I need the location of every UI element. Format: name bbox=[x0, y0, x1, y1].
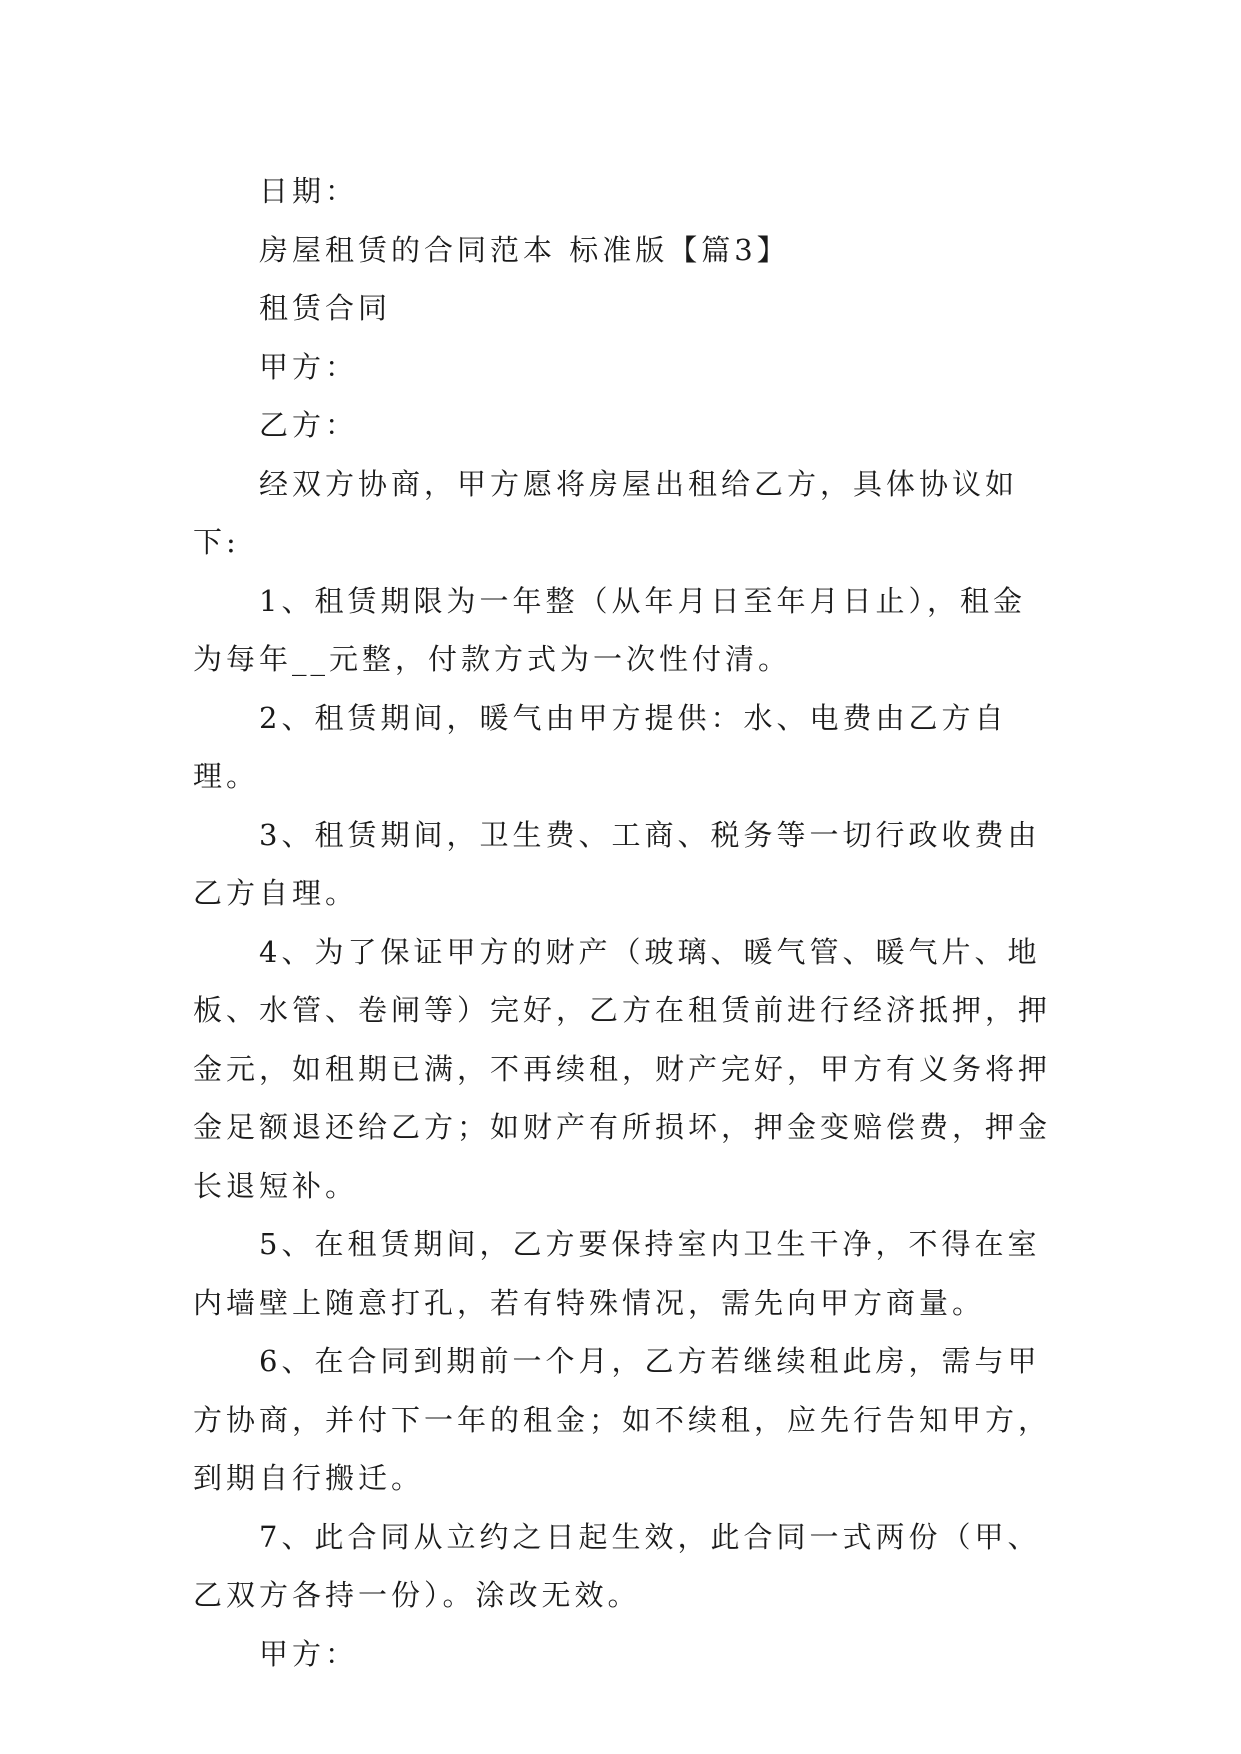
party-a-line: 甲方： bbox=[259, 349, 359, 384]
party-a-signature-line: 甲方： bbox=[259, 1636, 359, 1671]
clause-6: 6、在合同到期前一个月，乙方若继续租此房，需与甲方协商，并付下一年的租金；如不续租，应先行告知甲方，到期自行搬迁。 bbox=[193, 1344, 1052, 1495]
contract-heading: 租赁合同 bbox=[259, 291, 392, 325]
clause-2: 2、租赁期间，暖气由甲方提供：水、电费由乙方自理。 bbox=[193, 700, 1008, 793]
clause-4: 4、为了保证甲方的财产（玻璃、暖气管、暖气片、地板、水管、卷闸等）完好，乙方在租赁前进行经济抵押，押金元，如租期已满，不再续租，财产完好，甲方有义务将押金足额退还给乙方；如财产有所损坏，押金变赔偿费，押金长退短补。 bbox=[193, 934, 1052, 1203]
clause-3: 3、租赁期间，卫生费、工商、税务等一切行政收费由乙方自理。 bbox=[193, 817, 1041, 910]
date-line: 日期： bbox=[259, 174, 359, 208]
document-body bbox=[193, 162, 1053, 1683]
clause-5: 5、在租赁期间，乙方要保持室内卫生干净，不得在室内墙壁上随意打孔，若有特殊情况，需先向甲方商量。 bbox=[193, 1227, 1041, 1320]
document-title: 房屋租赁的合同范本 标准版【篇3】 bbox=[259, 232, 790, 267]
clause-7: 7、此合同从立约之日起生效，此合同一式两份（甲、乙双方各持一份）。涂改无效。 bbox=[193, 1519, 1041, 1612]
intro-paragraph: 经双方协商，甲方愿将房屋出租给乙方，具体协议如下: bbox=[193, 466, 1019, 559]
clause-1: 1、租赁期限为一年整（从年月日至年月日止），租金为每年__元整，付款方式为一次性付清。 bbox=[193, 583, 1026, 676]
party-b-line: 乙方： bbox=[259, 408, 359, 442]
